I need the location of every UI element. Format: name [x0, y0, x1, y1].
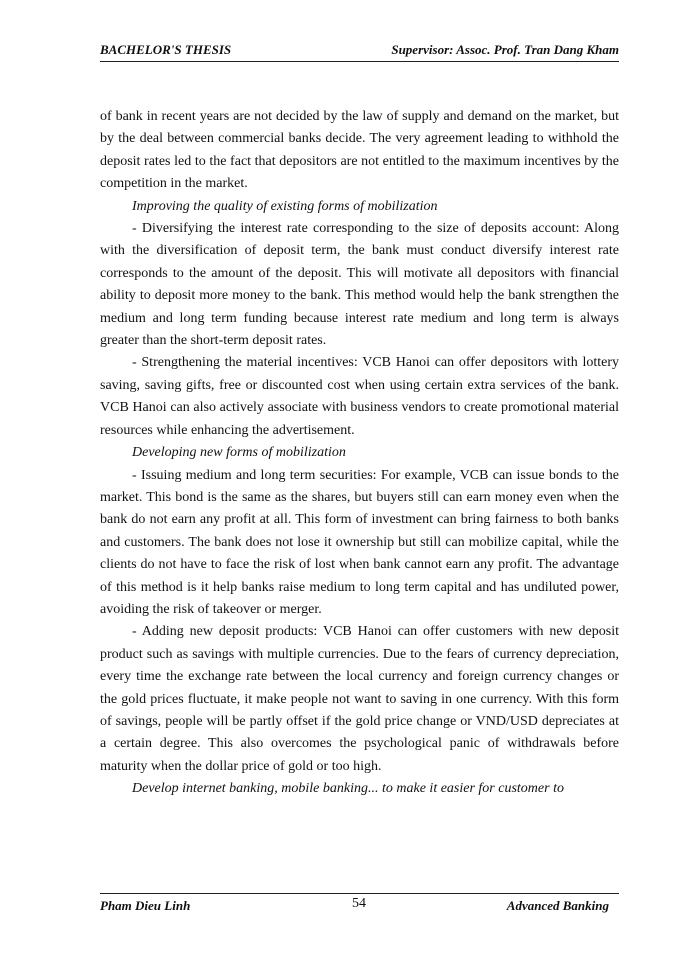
footer-rule	[100, 893, 619, 894]
course-name: Advanced Banking	[506, 898, 609, 913]
page-number: 54	[352, 896, 366, 911]
page-footer	[100, 896, 619, 918]
subheading-new-forms: Developing new forms of mobilization	[132, 445, 346, 461]
supervisor-label: Supervisor: Assoc. Prof. Tran Dang Kham	[391, 42, 619, 57]
paragraph-material-incentives: - Strengthening the material incentives: VCB Hanoi can offer depositors with lottery saving, saving gifts, free or discounted cost when using certain extra services of the bank. VCB Hanoi can also actively associate with business vendors to create promotional material resources while enhancing the advertisement.	[100, 355, 619, 438]
page-body	[100, 106, 619, 801]
paragraph-issuing-securities: - Issuing medium and long term securities: For example, VCB can issue bonds to the market. This bond is the same as the shares, but buyers still can earn money even when the bank do not earn any profit at all. This form of investment can bring fairness to both banks and customers. The bank does not lose it ownership but still can mobilize capital, while the clients do not have to face the risk of lost when bank cannot earn any profit. The advantage of this method is it help banks raise medium to long term capital and has undiluted power, avoiding the risk of takeover or merger.	[100, 467, 619, 617]
thesis-label: BACHELOR'S THESIS	[100, 42, 232, 57]
page-header	[100, 42, 619, 60]
paragraph-deposit-rates: of bank in recent years are not decided by the law of supply and demand on the market, but by the deal between commercial banks decide. The very agreement leading to withhold the deposit rates led to the fact that depositors are not entitled to the maximum incentives by the competition in the market.	[100, 109, 619, 192]
paragraph-new-deposit-products: - Adding new deposit products: VCB Hanoi can offer customers with new deposit product such as savings with multiple currencies. Due to the fears of currency depreciation, every time the exchange rate between the local currency and foreign currency changes or the gold prices fluctuate, it make people not want to saving in one currency. With this form of savings, people will be partly offset if the gold price change or VND/USD depreciates at a certain degree. This also overcomes the psychological panic of withdrawals before maturity when the dollar price of gold or too high.	[100, 624, 619, 774]
subheading-improving-quality: Improving the quality of existing forms of mobilization	[132, 198, 438, 214]
header-rule	[100, 61, 619, 62]
subheading-internet-banking: Develop internet banking, mobile banking... to make it easier for customer to	[132, 781, 564, 797]
author-name: Pham Dieu Linh	[100, 898, 191, 913]
paragraph-diversifying-interest: - Diversifying the interest rate corresponding to the size of deposits account: Along with the diversification of deposit term, the bank must conduct diversify interest rate corresponds to the amount of the deposit. This will motivate all depositors with financial ability to deposit more money to the bank. This method would help the bank strengthen the medium and long term funding because interest rate medium and long term is always greater than the short-term deposit rates.	[100, 221, 619, 349]
